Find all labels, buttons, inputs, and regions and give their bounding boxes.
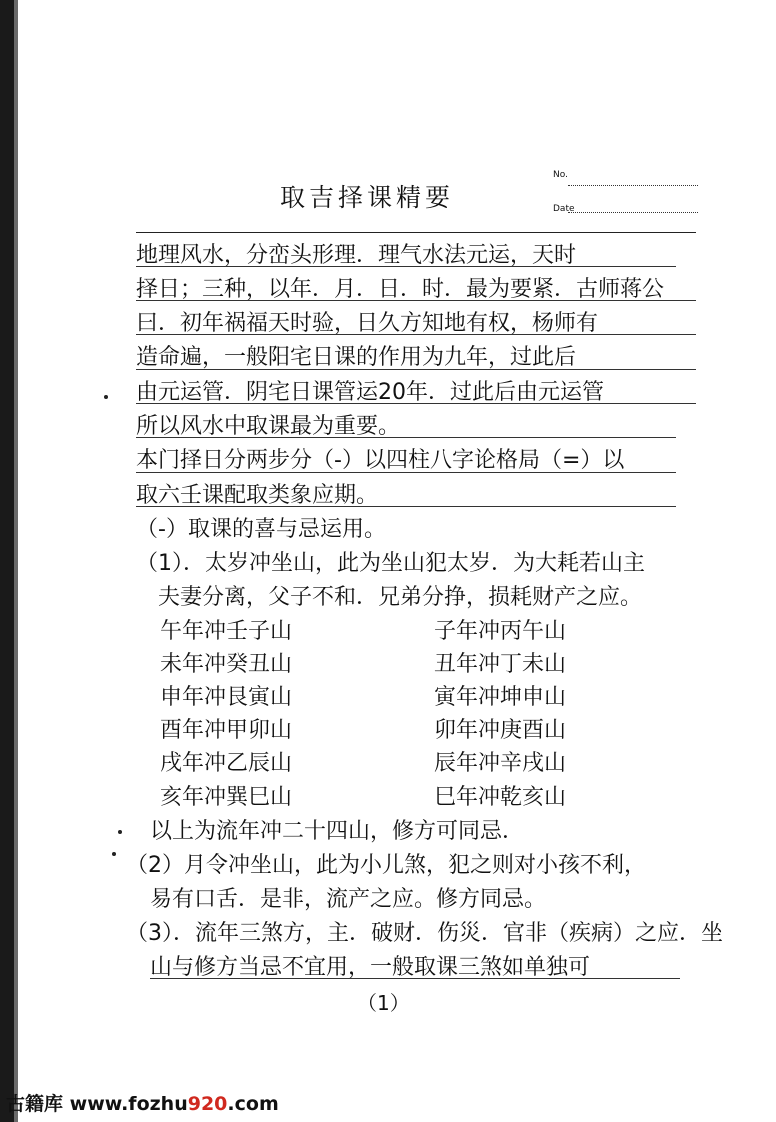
text-line-1: 地理风水，分峦头形理．理气水法元运，天时 (136, 243, 577, 268)
scan-left-edge (0, 0, 14, 1122)
header-no-label: No. (553, 170, 568, 180)
rule-line-5 (136, 403, 696, 404)
rule-line-3 (136, 334, 696, 335)
pair-right-2: 丑年冲丁未山 (434, 652, 567, 677)
pair-right-3: 寅年冲坤申山 (434, 685, 567, 710)
rule-line-8 (136, 506, 676, 507)
text-line-2: 择日；三种，以年．月．日．时．最为要紧．古师蒋公 (136, 277, 665, 302)
rule-line-6 (136, 437, 676, 438)
pair-left-6: 亥年冲巽巳山 (160, 785, 293, 810)
text-line-4: 造命遍，一般阳宅日课的作用为九年，过此后 (136, 345, 577, 370)
rule-line-1 (136, 266, 676, 267)
text-line-9: （-）取课的喜与忌运用。 (136, 517, 386, 542)
rule-line-2 (136, 300, 696, 301)
scan-left-edge-shadow (14, 0, 18, 1122)
text-line-10: （1）．太岁冲坐山，此为坐山犯太岁．为大耗若山主 (136, 551, 645, 576)
text-line-12: 以上为流年冲二十四山，修方可同忌． (150, 819, 525, 844)
header-date-line (568, 212, 698, 213)
pair-right-6: 巳年冲乾亥山 (434, 785, 567, 810)
scan-speck (118, 830, 122, 834)
scan-speck (104, 395, 108, 399)
pair-left-5: 戌年冲乙辰山 (160, 751, 293, 776)
title-underline (136, 232, 696, 233)
header-no-line (568, 185, 698, 186)
pair-left-2: 未年冲癸丑山 (160, 652, 293, 677)
header-date-label: Date (553, 204, 575, 214)
text-line-16: 山与修方当忌不宜用，一般取课三煞如单独可 (150, 955, 591, 980)
text-line-11: 夫妻分离，父子不和．兄弟分挣，损耗财产之应。 (158, 585, 643, 610)
watermark-url-prefix: www.fozhu (69, 1093, 188, 1115)
page-number: （1） (357, 991, 410, 1015)
pair-left-1: 午年冲壬子山 (160, 619, 293, 644)
text-line-14: 易有口舌．是非，流产之应。修方同忌。 (150, 887, 547, 912)
text-line-8: 取六壬课配取类象应期。 (136, 483, 379, 508)
text-line-7: 本门择日分两步分（-）以四柱八字论格局（=）以 (136, 448, 625, 473)
text-line-5: 由元运管．阴宅日课管运20年．过此后由元运管 (136, 380, 604, 405)
watermark-footer (6, 1089, 279, 1116)
pair-left-4: 酉年冲甲卯山 (160, 718, 293, 743)
rule-line-last (150, 978, 680, 979)
text-line-13: （2）月令冲坐山，此为小儿煞，犯之则对小孩不利， (126, 853, 646, 878)
text-line-6: 所以风水中取课最为重要。 (136, 414, 401, 439)
pair-right-5: 辰年冲辛戌山 (434, 751, 567, 776)
watermark-url-number: 920 (187, 1093, 228, 1115)
watermark-site-name: 古籍库 (6, 1093, 64, 1115)
pair-right-4: 卯年冲庚酉山 (434, 718, 567, 743)
rule-line-7 (136, 472, 676, 473)
text-line-15: （3）．流年三煞方，主．破财．伤災．官非（疾病）之应．坐 (126, 921, 723, 946)
text-line-3: 曰．初年祸福天时验，日久方知地有权，杨师有 (136, 311, 599, 336)
rule-line-4 (136, 369, 696, 370)
pair-left-3: 申年冲艮寅山 (160, 685, 293, 710)
scan-speck (112, 852, 116, 856)
pair-right-1: 子年冲丙午山 (434, 619, 567, 644)
page-title: 取吉择课精要 (280, 183, 455, 212)
watermark-url-suffix: .com (227, 1093, 279, 1115)
